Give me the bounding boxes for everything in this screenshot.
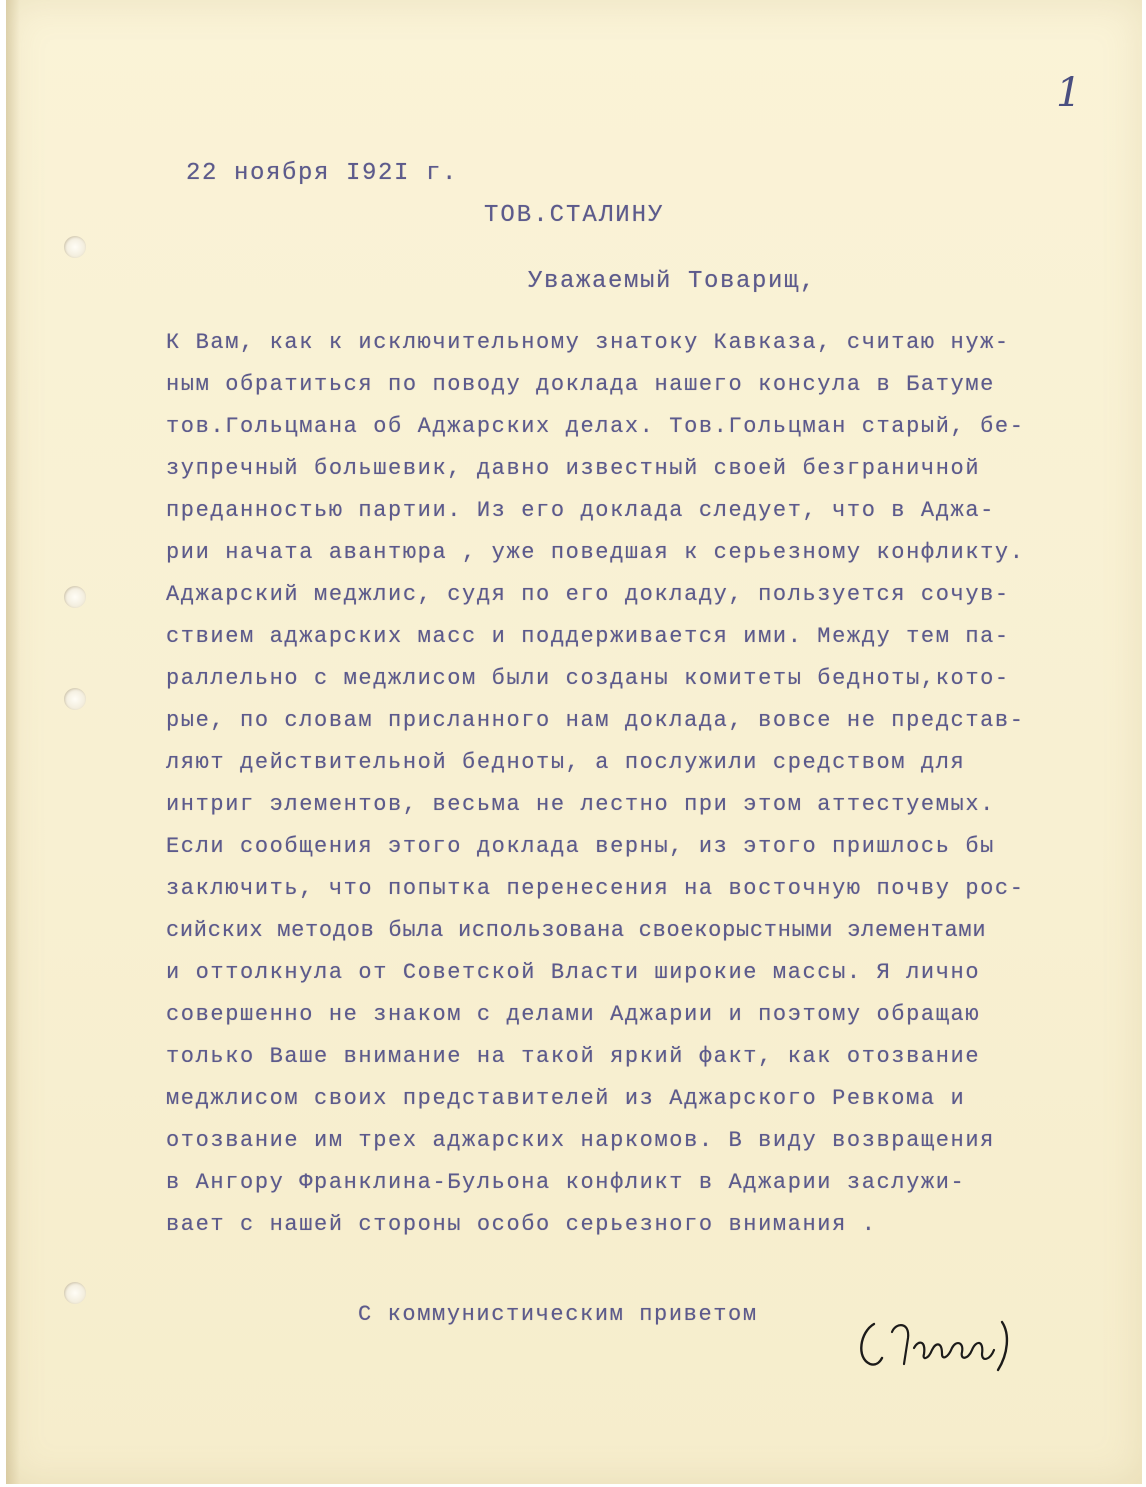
- punch-hole: [64, 1282, 86, 1304]
- punch-hole: [64, 688, 86, 710]
- signature: [852, 1310, 1022, 1380]
- body-line: ствием аджарских масс и поддерживается ими. Между тем па-: [166, 624, 1010, 649]
- punch-hole: [64, 236, 86, 258]
- body-line: Если сообщения этого доклада верны, из этого пришлось бы: [166, 834, 995, 859]
- page-number: 1: [1056, 70, 1082, 116]
- body-line: отозвание им трех аджарских наркомов. В виду возвращения: [166, 1128, 995, 1153]
- body-line: интриг элементов, весьма не лестно при этом аттестуемых.: [166, 792, 995, 817]
- body-line: совершенно не знаком с делами Аджарии и поэтому обращаю: [166, 1002, 981, 1027]
- body-line: вает с нашей стороны особо серьезного внимания .: [166, 1212, 877, 1237]
- body-line: только Ваше внимание на такой яркий факт, как отозвание: [166, 1044, 981, 1069]
- body-line: в Ангору Франклина-Бульона конфликт в Аджарии заслужи-: [166, 1170, 966, 1195]
- body-line: ляют действительной бедноты, а послужили средством для: [166, 750, 966, 775]
- body-line: преданностью партии. Из его доклада следует, что в Аджа-: [166, 498, 995, 523]
- document-page: [6, 0, 1142, 1484]
- body-line: ным обратиться по поводу доклада нашего консула в Батуме: [166, 372, 995, 397]
- body-line: рые, по словам присланного нам доклада, вовсе не представ-: [166, 708, 1025, 733]
- body-line: тов.Гольцмана об Аджарских делах. Тов.Гольцман старый, бе-: [166, 414, 1025, 439]
- letter-date: 22 ноября I92I г.: [186, 160, 459, 187]
- body-line: К Вам, как к исключительному знатоку Кавказа, считаю нуж-: [166, 330, 1010, 355]
- letter-addressee: ТОВ.СТАЛИНУ: [484, 202, 665, 229]
- page-edge-shadow: [6, 0, 20, 1484]
- body-line: и оттолкнула от Советской Власти широкие массы. Я лично: [166, 960, 981, 985]
- body-line: сийских методов была использована своекорыстными элементами: [166, 918, 987, 943]
- letter-salutation: Уважаемый Товарищ,: [528, 268, 817, 295]
- body-line: меджлисом своих представителей из Аджарского Ревкома и: [166, 1086, 966, 1111]
- body-line: рии начата авантюра , уже поведшая к серьезному конфликту.: [166, 540, 1025, 565]
- punch-hole: [64, 586, 86, 608]
- body-line: Аджарский меджлис, судя по его докладу, пользуется сочув-: [166, 582, 1010, 607]
- body-line: заключить, что попытка перенесения на восточную почву рос-: [166, 876, 1025, 901]
- letter-closing: С коммунистическим приветом: [358, 1302, 758, 1327]
- body-line: зупречный большевик, давно известный своей безграничной: [166, 456, 981, 481]
- body-line: раллельно с меджлисом были созданы комитеты бедноты,кото-: [166, 666, 1010, 691]
- letter-body: [166, 325, 1124, 1285]
